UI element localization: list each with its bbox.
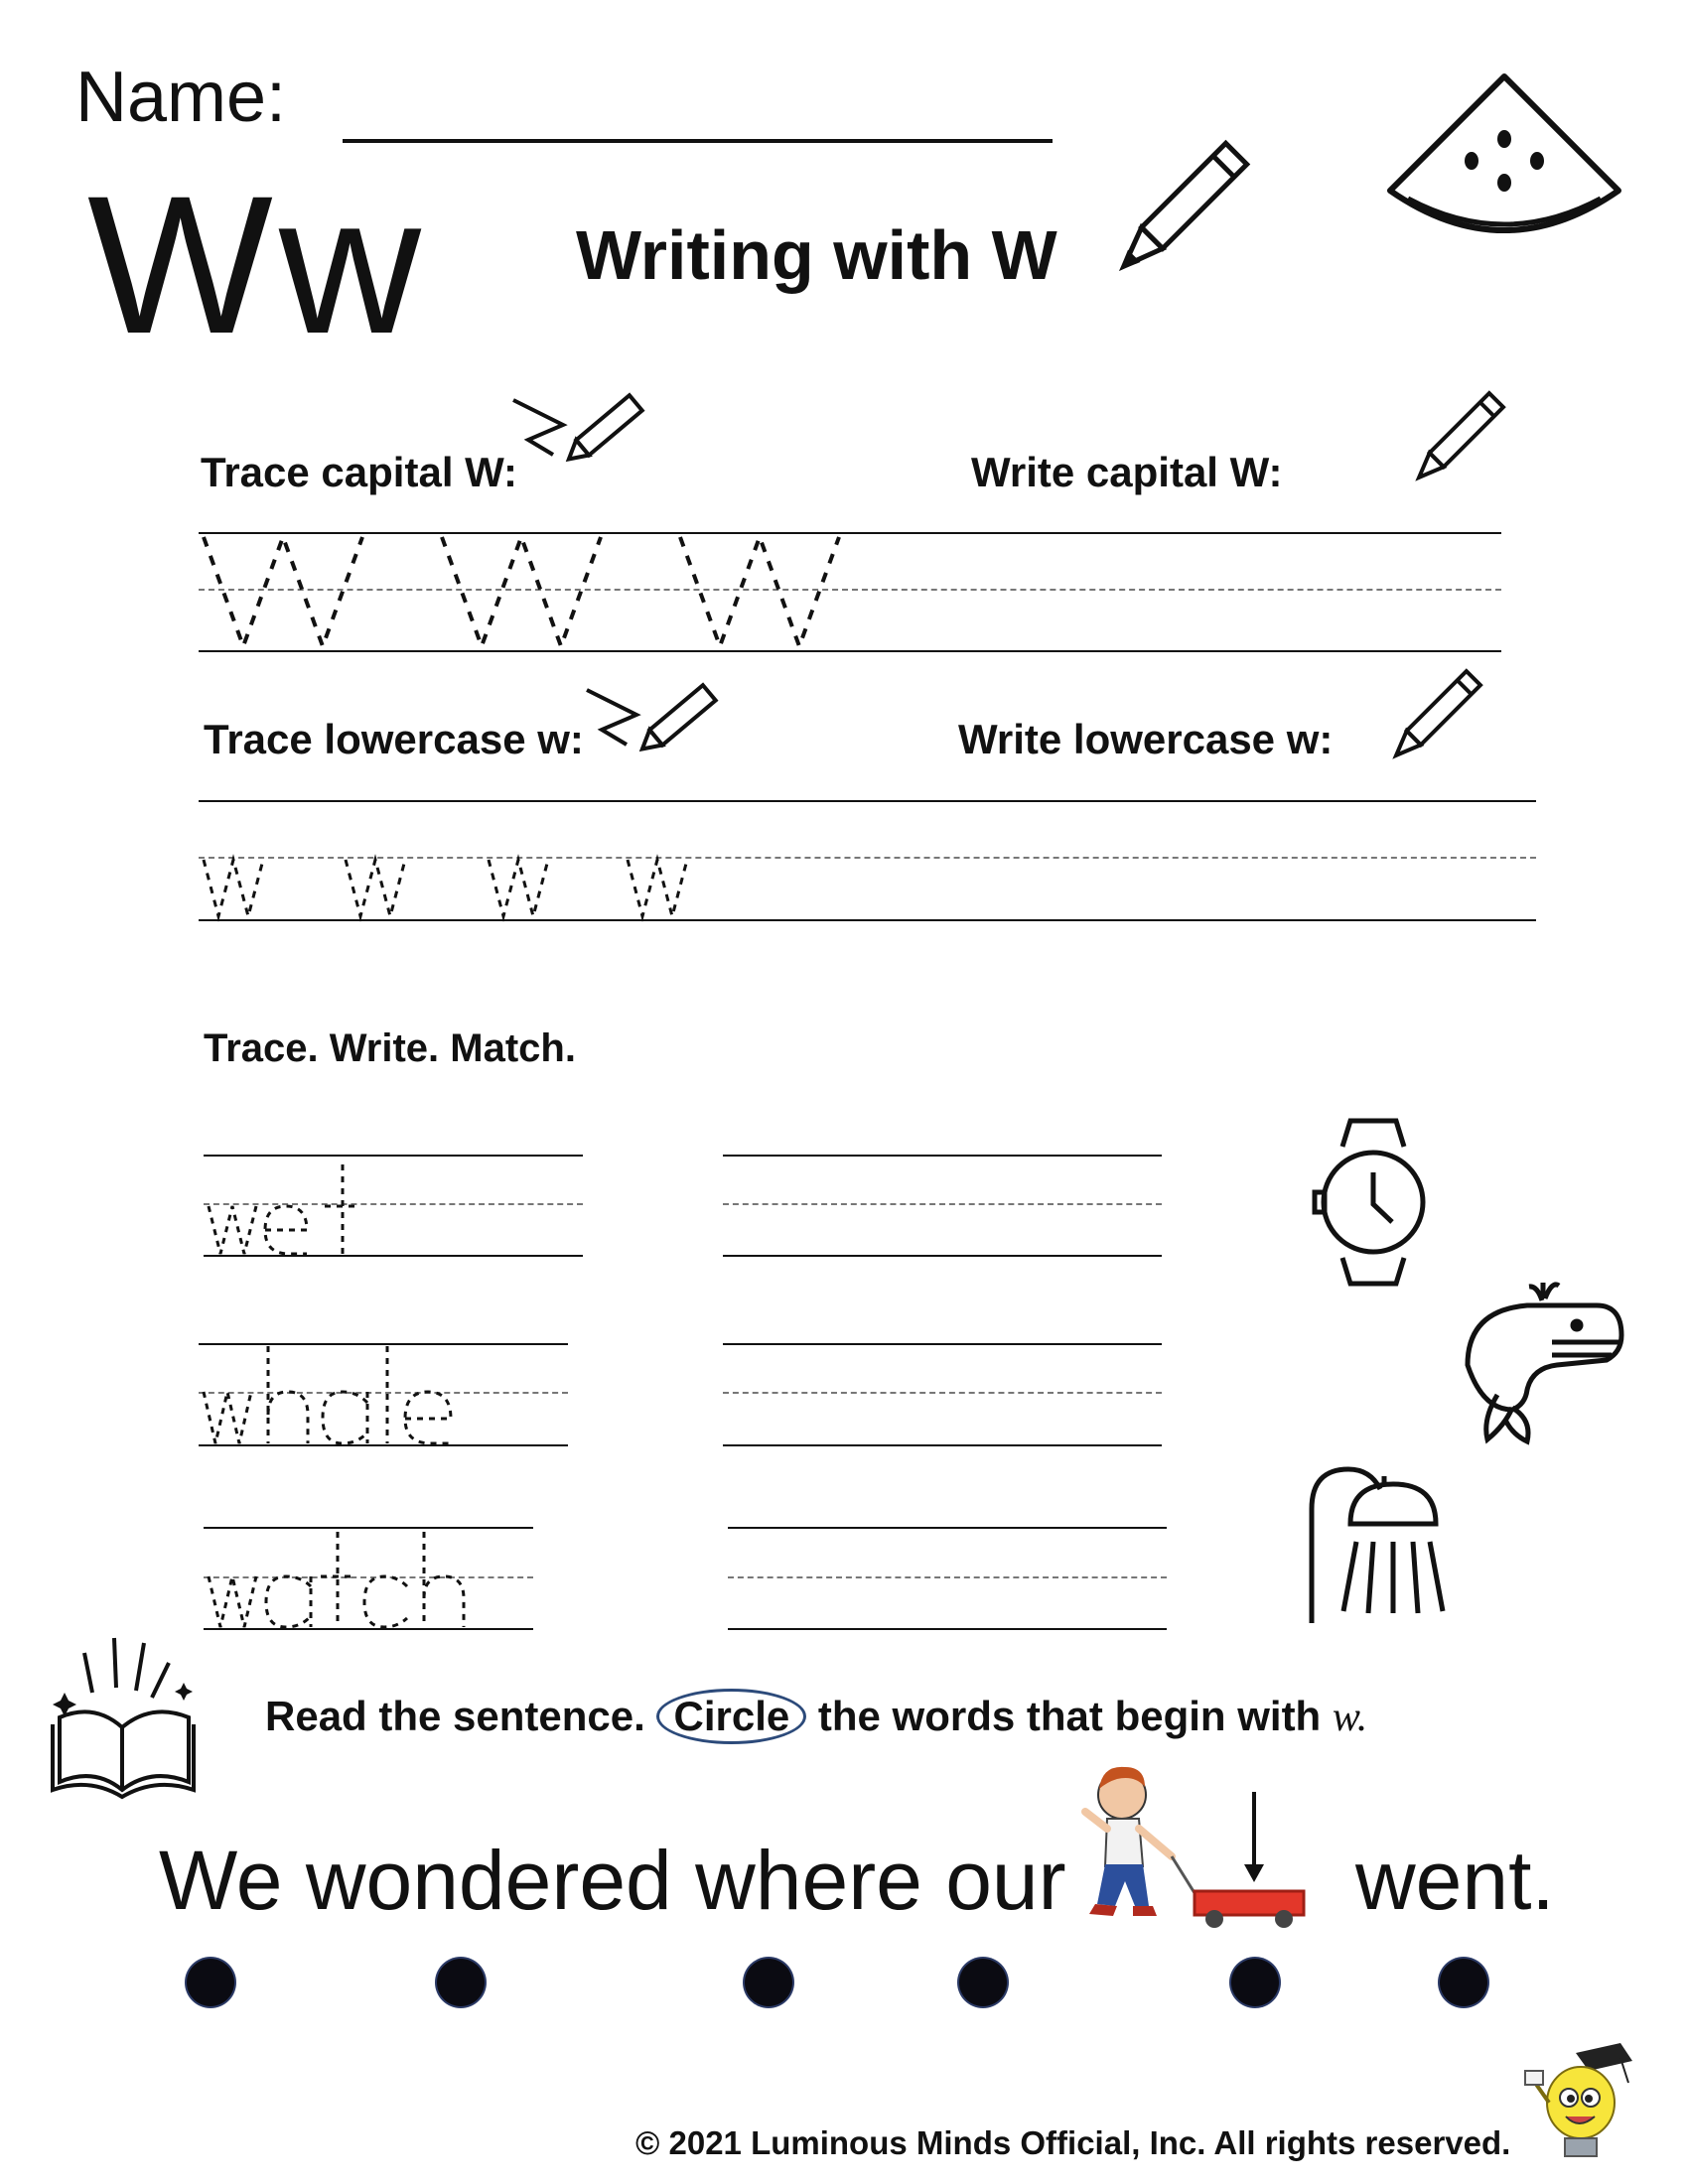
word-dot-6[interactable] (1440, 1959, 1487, 2006)
pencil-icon (1102, 139, 1251, 288)
word-dot-4[interactable] (959, 1959, 1007, 2006)
boy-pulling-wagon-picture (1077, 1757, 1316, 1931)
trace-lowercase-label: Trace lowercase w: (204, 716, 584, 762)
trace-word-watch[interactable] (204, 1527, 492, 1629)
name-label: Name: (75, 58, 287, 137)
write-capital-label: Write capital W: (971, 449, 1283, 495)
word-dot-5[interactable] (1231, 1959, 1279, 2006)
instruction-letter: w. (1332, 1695, 1368, 1740)
instruction-text: the words that begin with (817, 1693, 1322, 1739)
word-dot-2[interactable] (437, 1959, 485, 2006)
page-title: Writing with W (576, 216, 1057, 294)
lightbulb-mascot-logo (1521, 2043, 1640, 2167)
copyright-text: © 2021 Luminous Minds Official, Inc. All rights reserved. (635, 2124, 1511, 2161)
top-writing-line (728, 1527, 1167, 1529)
instruction-text: Read the sentence. (265, 1693, 645, 1739)
watch-icon[interactable] (1313, 1117, 1432, 1288)
featured-letters: Ww (87, 155, 427, 374)
base-writing-line[interactable] (723, 1255, 1162, 1257)
watermelon-icon (1380, 71, 1628, 250)
whale-icon[interactable] (1458, 1281, 1631, 1444)
sentence-part-2: went. (1355, 1834, 1555, 1927)
mid-dashed-line (723, 1392, 1162, 1394)
mid-dashed-line (723, 1203, 1162, 1205)
top-writing-line (723, 1155, 1162, 1157)
tracing-pencil-icon (508, 385, 637, 484)
word-dot-3[interactable] (745, 1959, 792, 2006)
base-writing-line[interactable] (723, 1444, 1162, 1446)
pencil-icon (1385, 667, 1484, 766)
match-section-heading: Trace. Write. Match. (204, 1026, 576, 1070)
base-writing-line[interactable] (728, 1628, 1167, 1630)
write-lowercase-label: Write lowercase w: (958, 716, 1334, 762)
top-writing-line (199, 800, 1536, 802)
circle-word: Circle (656, 1689, 806, 1744)
pencil-icon (1408, 389, 1507, 488)
open-book-icon (45, 1633, 199, 1797)
word-dot-1[interactable] (187, 1959, 234, 2006)
mid-dashed-line (728, 1576, 1167, 1578)
sentence-part-1: We wondered where our (159, 1834, 1066, 1927)
traceable-lowercase-w-row[interactable] (199, 857, 715, 920)
shower-icon[interactable] (1309, 1464, 1448, 1625)
trace-word-wet[interactable] (204, 1155, 382, 1256)
name-write-line[interactable] (343, 139, 1053, 143)
trace-word-whale[interactable] (199, 1343, 467, 1445)
trace-capital-label: Trace capital W: (201, 449, 518, 495)
circle-instructions (265, 1689, 1367, 1744)
traceable-capital-w-row[interactable] (199, 532, 894, 651)
top-writing-line (723, 1343, 1162, 1345)
tracing-pencil-icon (582, 675, 711, 774)
